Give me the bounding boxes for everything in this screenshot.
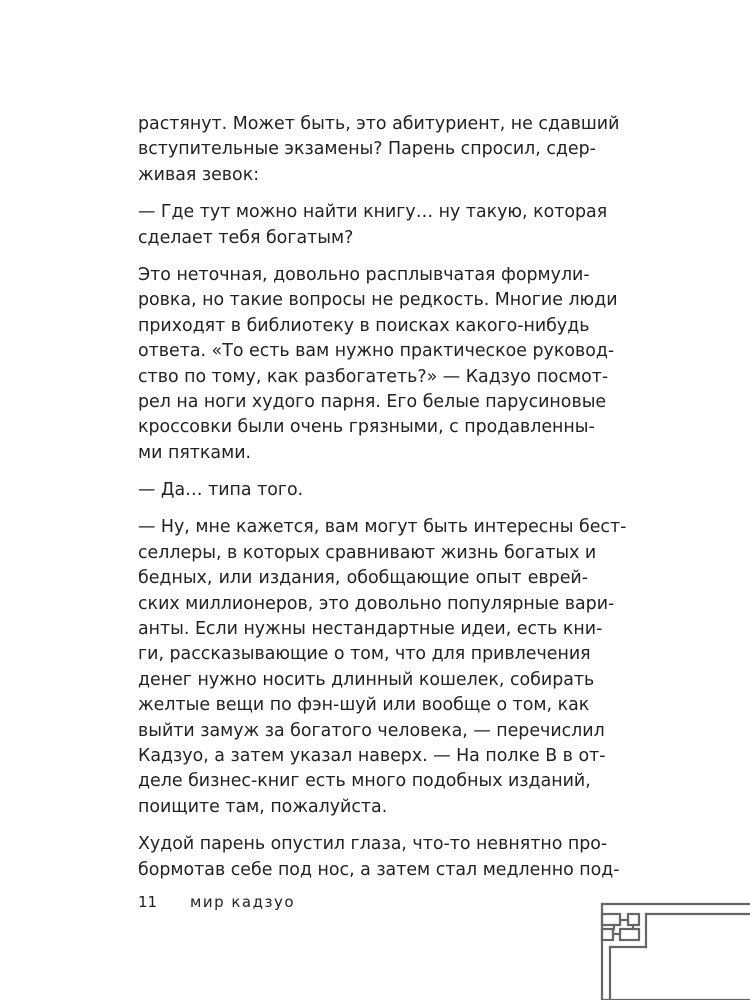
text-line: растянут. Может быть, это абитуриент, не сдавший (138, 114, 620, 134)
text-line: — Да… типа того. (138, 480, 304, 501)
text-line: вступительные экзамены? Парень спросил, сдер- (138, 139, 596, 160)
text-line: — Ну, мне кажется, вам могут быть интересны бест- (138, 517, 627, 538)
text-line: бедных, или издания, обобщающие опыт еврей- (138, 568, 588, 589)
paragraph (138, 478, 588, 503)
text-line: ми пятками. (138, 442, 252, 463)
text-line: кроссовки были очень грязными, с продавленны- (138, 417, 595, 438)
text-line: ги, рассказывающие о том, что для привлечения (138, 644, 591, 665)
text-line: Худой парень опустил глаза, что-то невнятно про- (138, 834, 608, 855)
body-text (138, 112, 627, 895)
text-line: Кадзуо, а затем указал наверх. — На полке B в от- (138, 745, 606, 766)
text-line: рел на ноги худого парня. Его белые парусиновые (138, 391, 607, 412)
text-line: живая зевок: (138, 164, 260, 185)
corner-lattice-ornament-icon (594, 900, 750, 1000)
page-number: 11 (138, 893, 158, 911)
text-line: — Где тут можно найти книгу… ну такую, которая (138, 202, 608, 223)
paragraph (138, 515, 627, 820)
text-line: денег нужно носить длинный кошелек, собирать (138, 669, 595, 690)
text-line: ство по тому, как разбогатеть?» — Кадзуо посмот- (138, 366, 609, 387)
text-line: желтые вещи по фэн-шуй или вообще о том, как (138, 695, 590, 716)
text-line: приходят в библиотеку в поисках какого-нибудь (138, 315, 590, 336)
text-line: Это неточная, довольно расплывчатая формули- (138, 264, 590, 285)
text-line: анты. Если нужны нестандартные идеи, есть кни- (138, 619, 603, 640)
text-line: ответа. «То есть вам нужно практическое руковод- (138, 341, 615, 362)
text-line: деле бизнес-книг есть много подобных изданий, (138, 771, 591, 792)
text-line: выйти замуж за богатого человека, — перечислил (138, 720, 605, 741)
text-line: ровка, но такие вопросы не редкость. Многие люди (138, 290, 618, 311)
paragraph (138, 112, 620, 188)
text-line: сделает тебя богатым? (138, 227, 354, 248)
running-title: мир кадзуо (190, 893, 296, 911)
paragraph (138, 263, 618, 466)
text-line: поищите там, пожалуйста. (138, 796, 388, 817)
text-line: бормотав себе под нос, а затем стал медленно под- (138, 859, 620, 880)
paragraph (138, 200, 608, 251)
text-line: селлеры, в которых сравнивают жизнь богатых и (138, 542, 597, 563)
text-line: ских миллионеров, это довольно популярные вари- (138, 593, 615, 614)
paragraph (138, 832, 620, 883)
